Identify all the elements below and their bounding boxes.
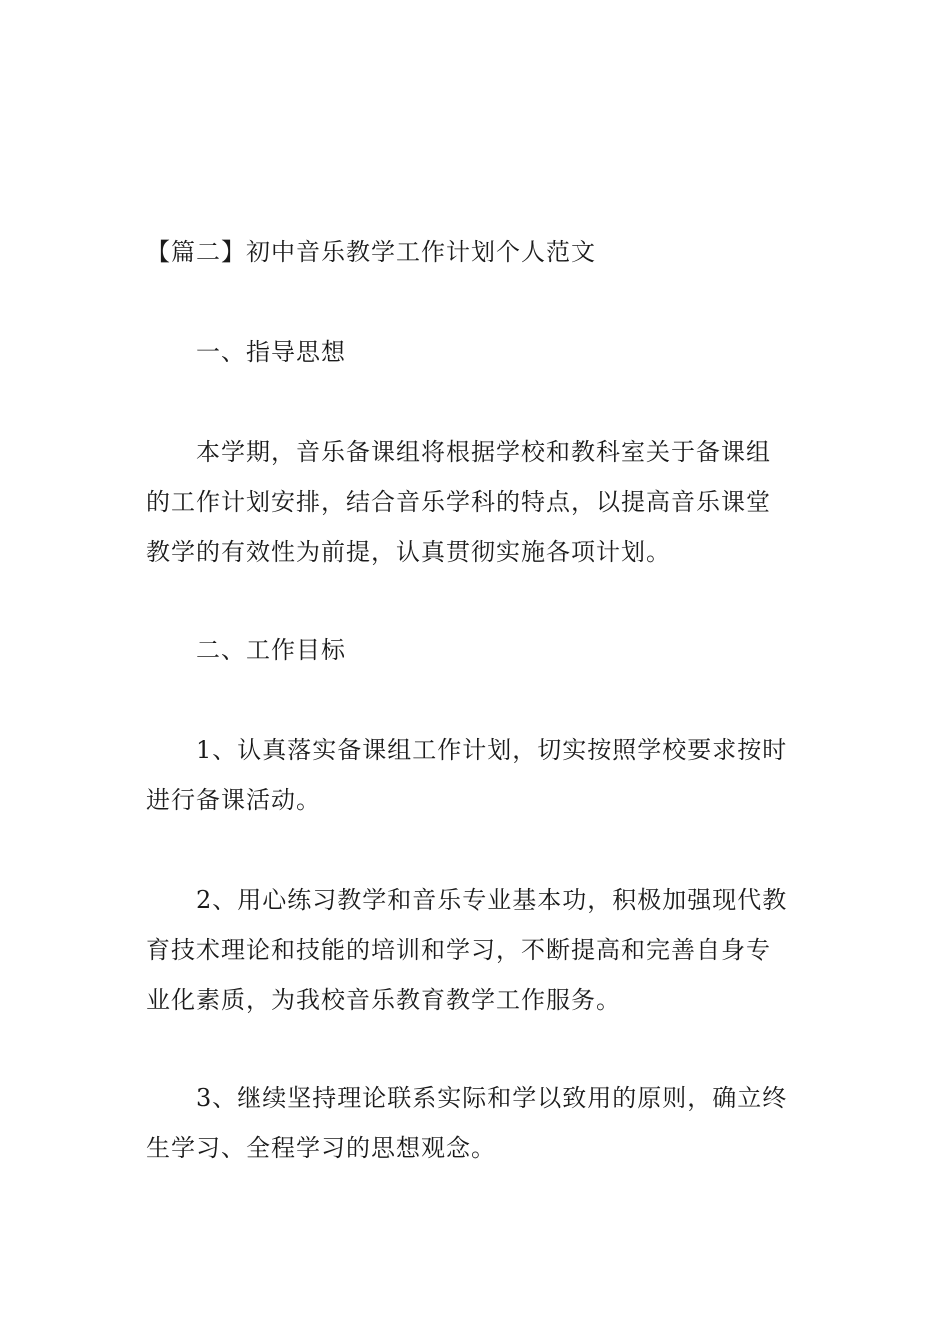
goal-item-1-line: 进行备课活动。 [146, 786, 321, 814]
section-heading-guiding-ideology: 一、指导思想 [196, 338, 346, 366]
paragraph-line: 的工作计划安排，结合音乐学科的特点，以提高音乐课堂 [146, 488, 771, 516]
document-title: 【篇二】初中音乐教学工作计划个人范文 [146, 238, 596, 266]
goal-item-2-line: 业化素质，为我校音乐教育教学工作服务。 [146, 986, 621, 1014]
paragraph-line: 本学期，音乐备课组将根据学校和教科室关于备课组 [196, 438, 771, 466]
goal-item-1-line: 1、认真落实备课组工作计划，切实按照学校要求按时 [196, 736, 788, 764]
section-heading-work-goals: 二、工作目标 [196, 636, 346, 664]
goal-item-2-line: 育技术理论和技能的培训和学习，不断提高和完善自身专 [146, 936, 771, 964]
goal-item-3-line: 3、继续坚持理论联系实际和学以致用的原则，确立终 [196, 1084, 788, 1112]
paragraph-line: 教学的有效性为前提，认真贯彻实施各项计划。 [146, 538, 671, 566]
goal-item-2-line: 2、用心练习教学和音乐专业基本功，积极加强现代教 [196, 886, 788, 914]
goal-item-3-line: 生学习、全程学习的思想观念。 [146, 1134, 496, 1162]
